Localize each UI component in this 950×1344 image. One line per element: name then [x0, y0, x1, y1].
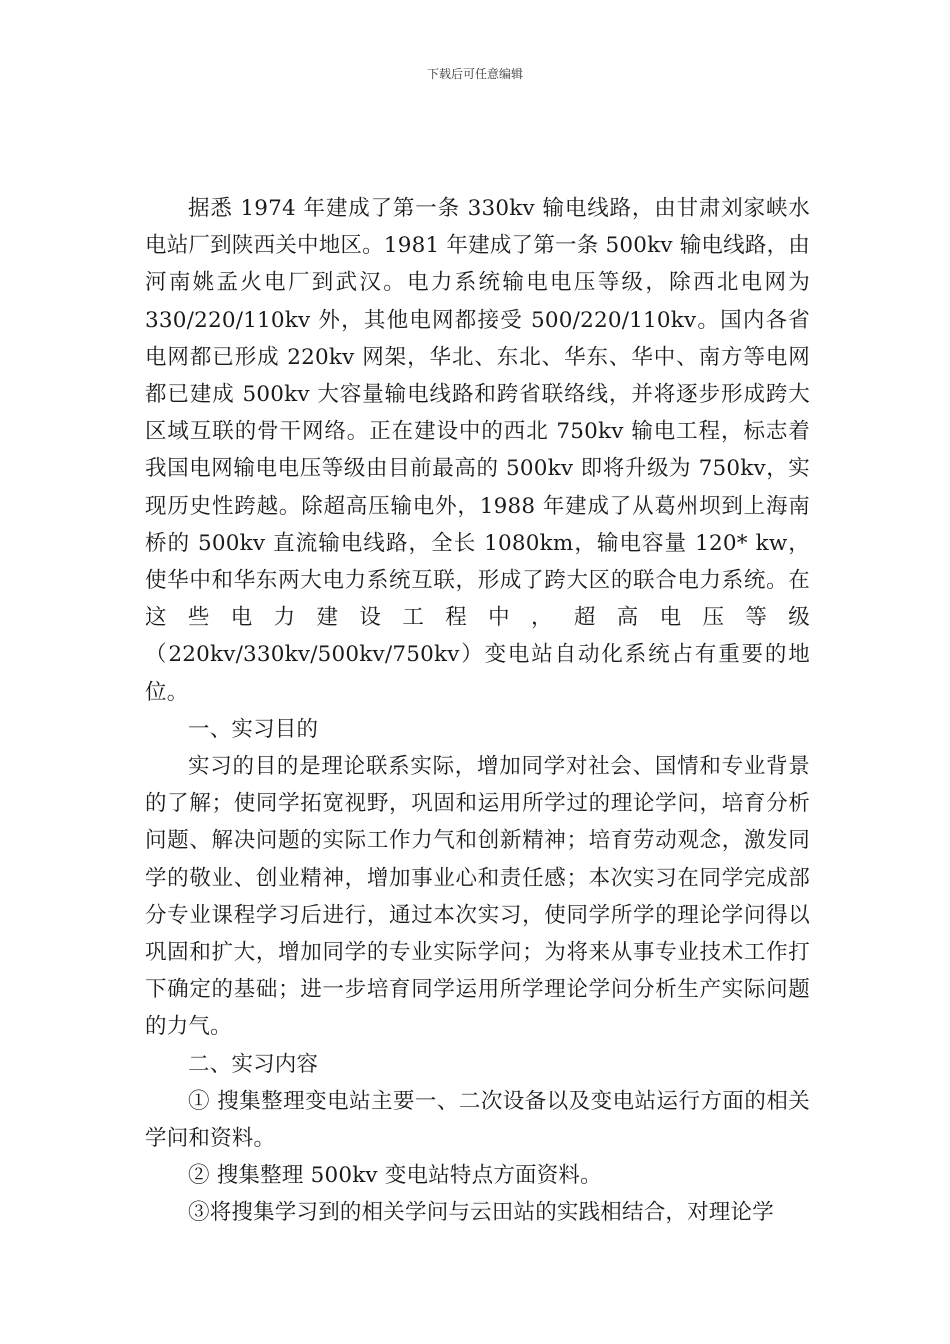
list-item-content-1: ① 搜集整理变电站主要一、二次设备以及变电站运行方面的相关学问和资料。: [145, 1088, 810, 1152]
document-body: [145, 190, 810, 1232]
list-item-content-2: ② 搜集整理 500kv 变电站特点方面资料。: [188, 1163, 602, 1189]
page-header-note: 下载后可任意编辑: [426, 67, 523, 81]
paragraph-background: 据悉 1974 年建成了第一条 330kv 输电线路，由甘肃刘家峡水电站厂到陕西关中地区。1981 年建成了第一条 500kv 输电线路，由河南姚孟火电厂到武汉。电力系统输电电压等级，除西北电网为 330/220/110kv 外，其他电网都接受 500/220/110kv。国内各省电网都已形成 220kv 网架，华北、东北、华东、华中、南方等电网都已建成 500kv 大容量输电线路和跨省联络线，并将逐步形成跨大区域互联的骨干网络。正在建设中的西北 750kv 输电工程，标志着我国电网输电电压等级由目前最高的 500kv 即将升级为 750kv，实现历史性跨越。除超高压输电外，1988 年建成了从葛州坝到上海南桥的 500kv 直流输电线路，全长 1080km，输电容量 120* kw，使华中和华东两大电力系统互联，形成了跨大区的联合电力系统。在这些电力建设工程中，超高电压等级（220kv/330kv/500kv/750kv）变电站自动化系统占有重要的地位。: [145, 196, 810, 705]
heading-internship-purpose: 一、实习目的: [188, 716, 319, 742]
paragraph-internship-purpose: 实习的目的是理论联系实际，增加同学对社会、国情和专业背景的了解；使同学拓宽视野，巩固和运用所学过的理论学问，培育分析问题、解决问题的实际工作力气和创新精神；培育劳动观念，激发同学的敬业、创业精神，增加事业心和责任感；本次实习在同学完成部分专业课程学习后进行，通过本次实习，使同学所学的理论学问得以巩固和扩大，增加同学的专业实际学问；为将来从事专业技术工作打下确定的基础；进一步培育同学运用所学理论学问分析生产实际问题的力气。: [145, 754, 810, 1040]
heading-internship-content: 二、实习内容: [188, 1051, 319, 1077]
list-item-content-3: ③将搜集学习到的相关学问与云田站的实践相结合，对理论学: [188, 1200, 774, 1226]
